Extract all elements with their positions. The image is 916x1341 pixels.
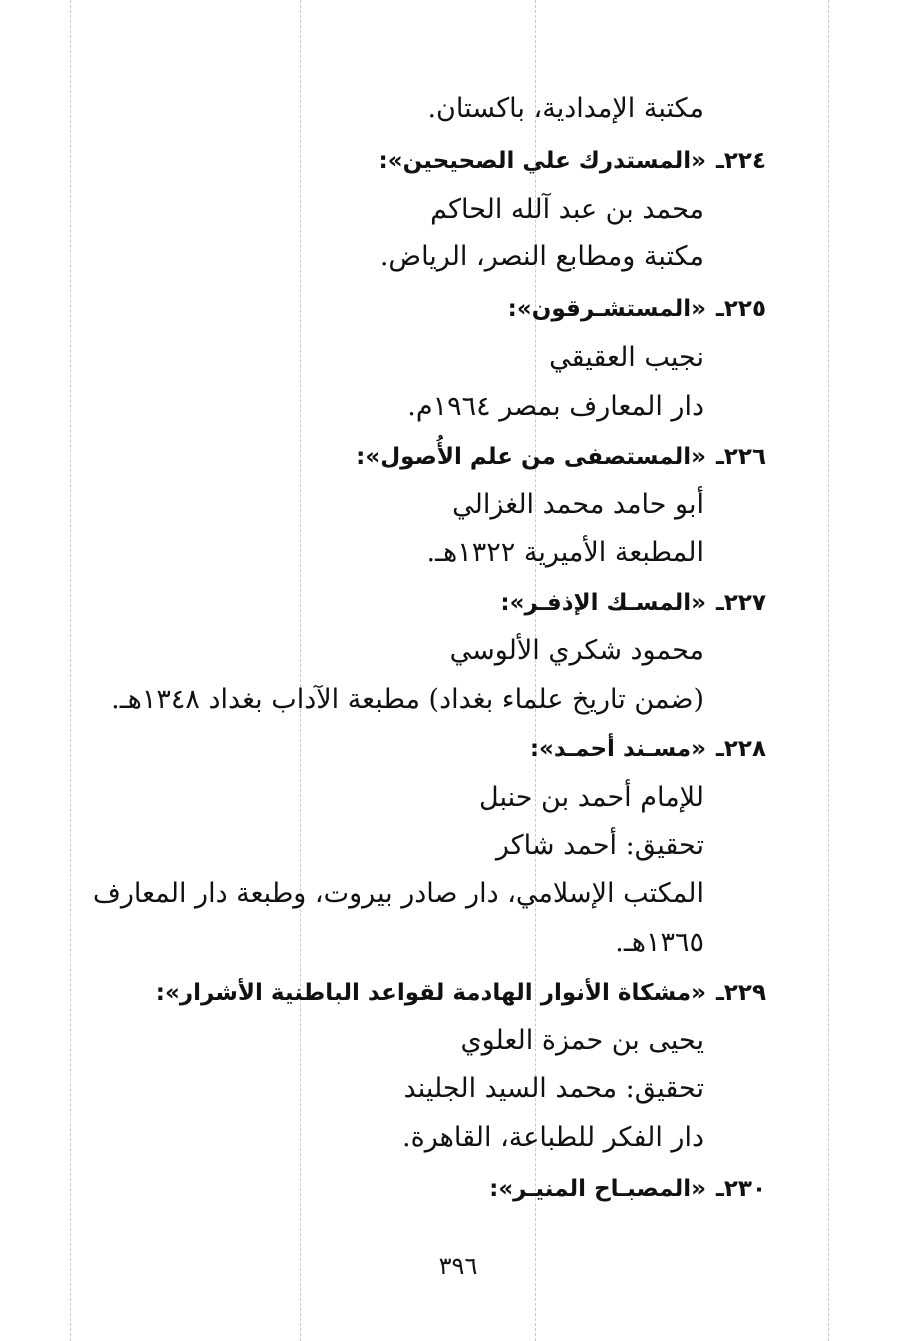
entry-number: ٢٢٥ـ [716, 296, 766, 322]
entry-heading-229 [156, 978, 766, 1008]
publisher-line: دار المعارف بمصر ١٩٦٤م. [407, 391, 704, 422]
editor-line: تحقيق: أحمد شاكر [495, 830, 704, 861]
publisher-line: دار الفكر للطباعة، القاهرة. [402, 1122, 704, 1153]
entry-number: ٢٢٧ـ [716, 590, 766, 616]
publisher-line-continued: ١٣٦٥هـ. [615, 927, 704, 958]
entry-title: «مسـند أحمـد»: [529, 736, 706, 762]
entry-heading-224 [379, 146, 766, 176]
author-line: أبو حامد محمد الغزالي [452, 489, 704, 520]
page-number: ٣٩٦ [438, 1252, 478, 1280]
entry-number: ٢٢٩ـ [716, 980, 766, 1006]
entry-title: «المستشـرقون»: [507, 296, 706, 322]
entry-title: «المستدرك علي الصحيحين»: [378, 148, 706, 174]
author-line: محمد بن عبد آلله الحاكم [430, 194, 704, 225]
publisher-line: المكتب الإسلامي، دار صادر بيروت، وطبعة دار المعارف [92, 878, 704, 909]
entry-number: ٢٢٦ـ [716, 444, 766, 470]
entry-title: «المستصفى من علم الأُصول»: [356, 444, 706, 470]
author-line: محمود شكري الألوسي [449, 635, 704, 666]
publisher-line: مكتبة ومطابع النصر، الرياض. [379, 241, 704, 272]
editor-line: تحقيق: محمد السيد الجليند [403, 1073, 704, 1104]
author-line: يحيى بن حمزة العلوي [460, 1025, 704, 1056]
entry-heading-230 [489, 1174, 766, 1204]
entry-number: ٢٣٠ـ [716, 1176, 766, 1202]
entry-number: ٢٢٨ـ [716, 736, 766, 762]
entry-title: «المصبـاح المنيـر»: [489, 1176, 706, 1202]
entry-heading-227 [500, 588, 766, 618]
author-line: نجيب العقيقي [549, 342, 704, 373]
entry-heading-225 [508, 294, 766, 324]
author-line: للإمام أحمد بن حنبل [479, 782, 704, 813]
publisher-line: (ضمن تاريخ علماء بغداد) مطبعة الآداب بغداد ١٣٤٨هـ. [111, 684, 704, 715]
entry-heading-228 [530, 734, 766, 764]
entry-title: «المسـك الإذفـر»: [500, 590, 706, 616]
entry-heading-226 [356, 442, 766, 472]
publisher-line: المطبعة الأميرية ١٣٢٢هـ. [426, 537, 704, 568]
entry-number: ٢٢٤ـ [716, 148, 766, 174]
publisher-line: مكتبة الإمدادية، باكستان. [427, 93, 704, 124]
entry-title: «مشكاة الأنوار الهادمة لقواعد الباطنية الأشرار»: [155, 980, 706, 1006]
